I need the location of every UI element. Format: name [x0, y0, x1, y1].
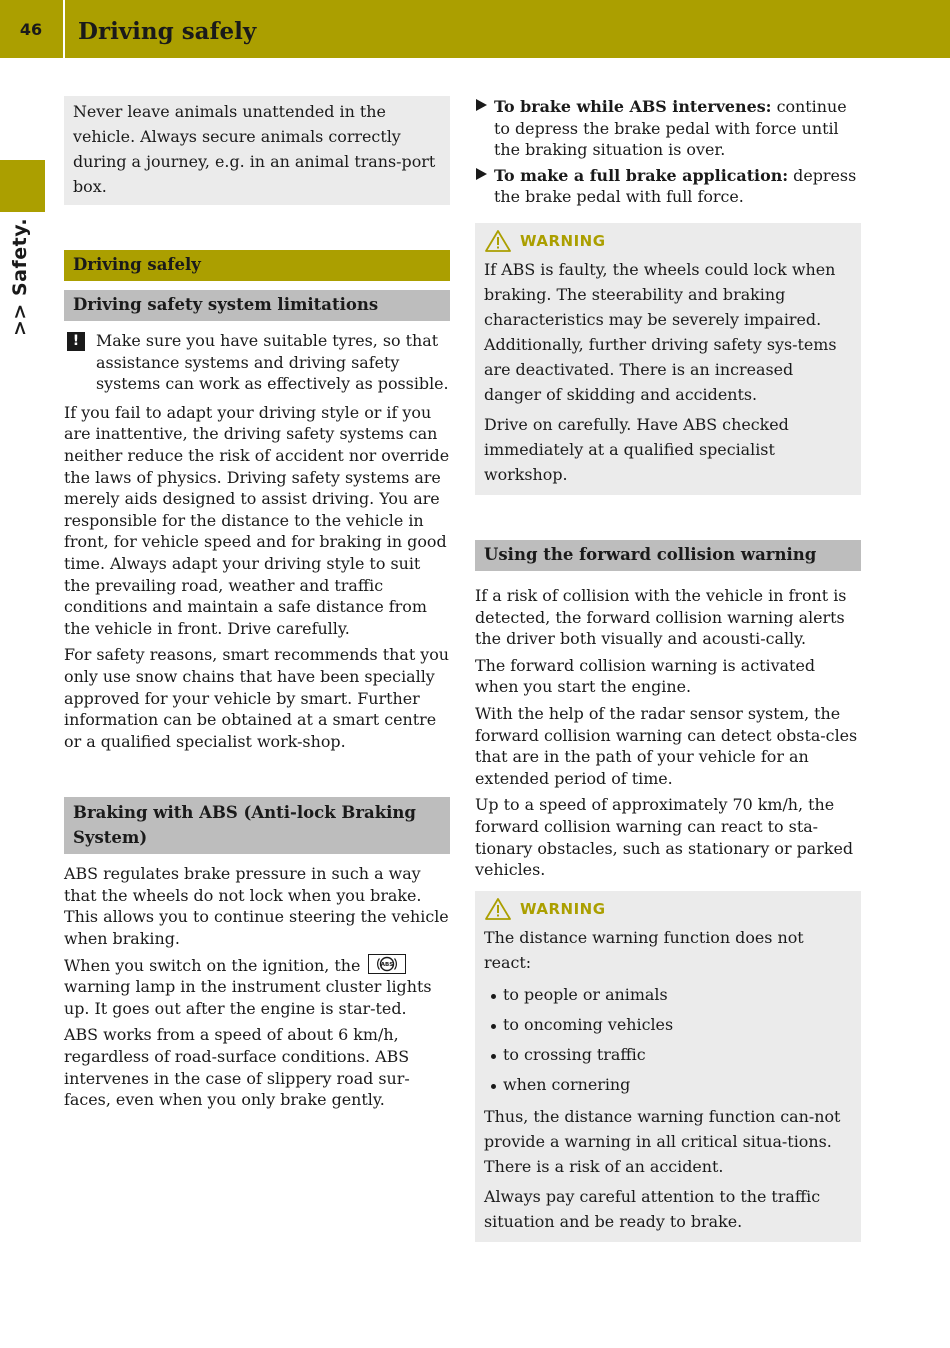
list-item: to crossing traffic — [484, 1040, 852, 1070]
warning-abs-text-1: If ABS is faulty, the wheels could lock when braking. The steerability and braking characteristics may be severely impaired. Additionally, further driving safety sys-tems are deactivated. There is an increased danger of skidding and accidents. — [484, 259, 837, 404]
header-divider — [63, 0, 65, 58]
warning-distance-list — [484, 980, 852, 1100]
animal-note-text: Never leave animals unattended in the vehicle. Always secure animals correctly during a journey, e.g. in an animal trans-port box. — [73, 102, 436, 196]
abs-paragraph-2-start: When you switch on the ignition, the — [64, 955, 361, 975]
page-title: Driving safely — [78, 18, 257, 45]
warning-triangle-icon — [484, 897, 512, 921]
fcw-paragraph-3: With the help of the radar sensor system, the forward collision warning can detect obsta-cles that are in the path of your vehicle for an extended period of time. — [475, 703, 858, 788]
exclamation-icon: ! — [67, 332, 85, 351]
abs-paragraph-1: ABS regulates brake pressure in such a way that the wheels do not lock when you brake. This allows you to continue steering the vehicle when braking. — [64, 864, 449, 949]
tyres-note-text: Make sure you have suitable tyres, so that assistance systems and driving safety systems can work as effectively as possible. — [96, 331, 449, 394]
list-item: to people or animals — [484, 980, 852, 1010]
section-side-label: >> Safety. — [9, 217, 31, 336]
warning-triangle-icon — [484, 229, 512, 253]
warning-label: WARNING — [520, 231, 606, 250]
paragraph-snow-chains: For safety reasons, smart recommends that you only use snow chains that have been specially approved for your vehicle by smart. Further information can be obtained at a smart centre or a qualified specialist work-shop. — [64, 645, 450, 751]
section-tab-marker — [0, 160, 45, 212]
page-number: 46 — [19, 19, 43, 39]
abs-warning-lamp-icon — [368, 954, 406, 974]
animal-note-box — [64, 96, 450, 205]
step-full-brake — [475, 165, 861, 208]
list-item: to oncoming vehicles — [484, 1010, 852, 1040]
abs-paragraph-2-end: warning lamp in the instrument cluster lights up. It goes out after the engine is star-ted. — [64, 977, 432, 1018]
heading-safety-system-limitations: Driving safety system limitations — [64, 290, 450, 321]
heading-forward-collision-warning: Using the forward collision warning — [475, 540, 861, 571]
paragraph-driving-style: If you fail to adapt your driving style or if you are inattentive, the driving safety systems can neither reduce the risk of accident nor override the laws of physics. Driving safety systems are merely aids designed to assist driving. You are responsible for the distance to the vehicle in front, for vehicle speed and for braking in good time. Always adapt your driving style to suit the prevailing road, weather and traffic conditions and maintain a safe distance from the vehicle in front. Drive carefully. — [64, 402, 450, 638]
step-arrow-icon — [476, 99, 487, 111]
heading-driving-safely: Driving safely — [64, 250, 450, 281]
warning-box-abs — [475, 223, 861, 495]
fcw-paragraph-2: The forward collision warning is activated when you start the engine. — [475, 655, 816, 697]
warning-heading — [484, 229, 852, 254]
warning-distance-intro: The distance warning function does not react: — [484, 927, 804, 972]
step-brake-abs-text: continue to depress the brake pedal with force until the braking situation is over. — [494, 97, 847, 160]
warning-distance-text-3: Always pay careful attention to the traffic situation and be ready to brake. — [484, 1186, 821, 1231]
fcw-paragraph-4: Up to a speed of approximately 70 km/h, the forward collision warning can react to sta-tionary obstacles, such as stationary or parked vehicles. — [475, 795, 854, 880]
warning-abs-text-2: Drive on carefully. Have ABS checked immediately at a qualified specialist workshop. — [484, 414, 789, 484]
heading-abs: Braking with ABS (Anti-lock Braking System) — [64, 797, 450, 854]
step-arrow-icon — [476, 168, 487, 180]
warning-heading — [484, 897, 852, 922]
warning-box-distance — [475, 891, 861, 1242]
left-column — [64, 96, 450, 1116]
warning-distance-text-2: Thus, the distance warning function can-not provide a warning in all critical situa-tions. There is a risk of an accident. — [484, 1106, 841, 1176]
warning-label: WARNING — [520, 899, 606, 918]
abs-paragraph-3: ABS works from a speed of about 6 km/h, regardless of road-surface conditions. ABS intervenes in the case of slippery road sur-faces, even when you only brake gently. — [64, 1025, 410, 1110]
step-brake-abs-bold: To brake while ABS intervenes: — [494, 97, 772, 116]
right-column — [475, 96, 861, 1242]
step-full-brake-text: depress the brake pedal with full force. — [494, 165, 857, 207]
step-brake-abs — [475, 96, 861, 161]
abs-icon-label: ABS — [381, 962, 394, 969]
page-header — [0, 0, 950, 58]
abs-paragraph-2 — [64, 955, 450, 1020]
tyres-note — [64, 330, 450, 395]
step-full-brake-bold: To make a full brake application: — [494, 165, 789, 185]
fcw-paragraph-1: If a risk of collision with the vehicle in front is detected, the forward collision warning alerts the driver both visually and acousti-cally. — [475, 585, 847, 649]
list-item: when cornering — [484, 1070, 852, 1100]
